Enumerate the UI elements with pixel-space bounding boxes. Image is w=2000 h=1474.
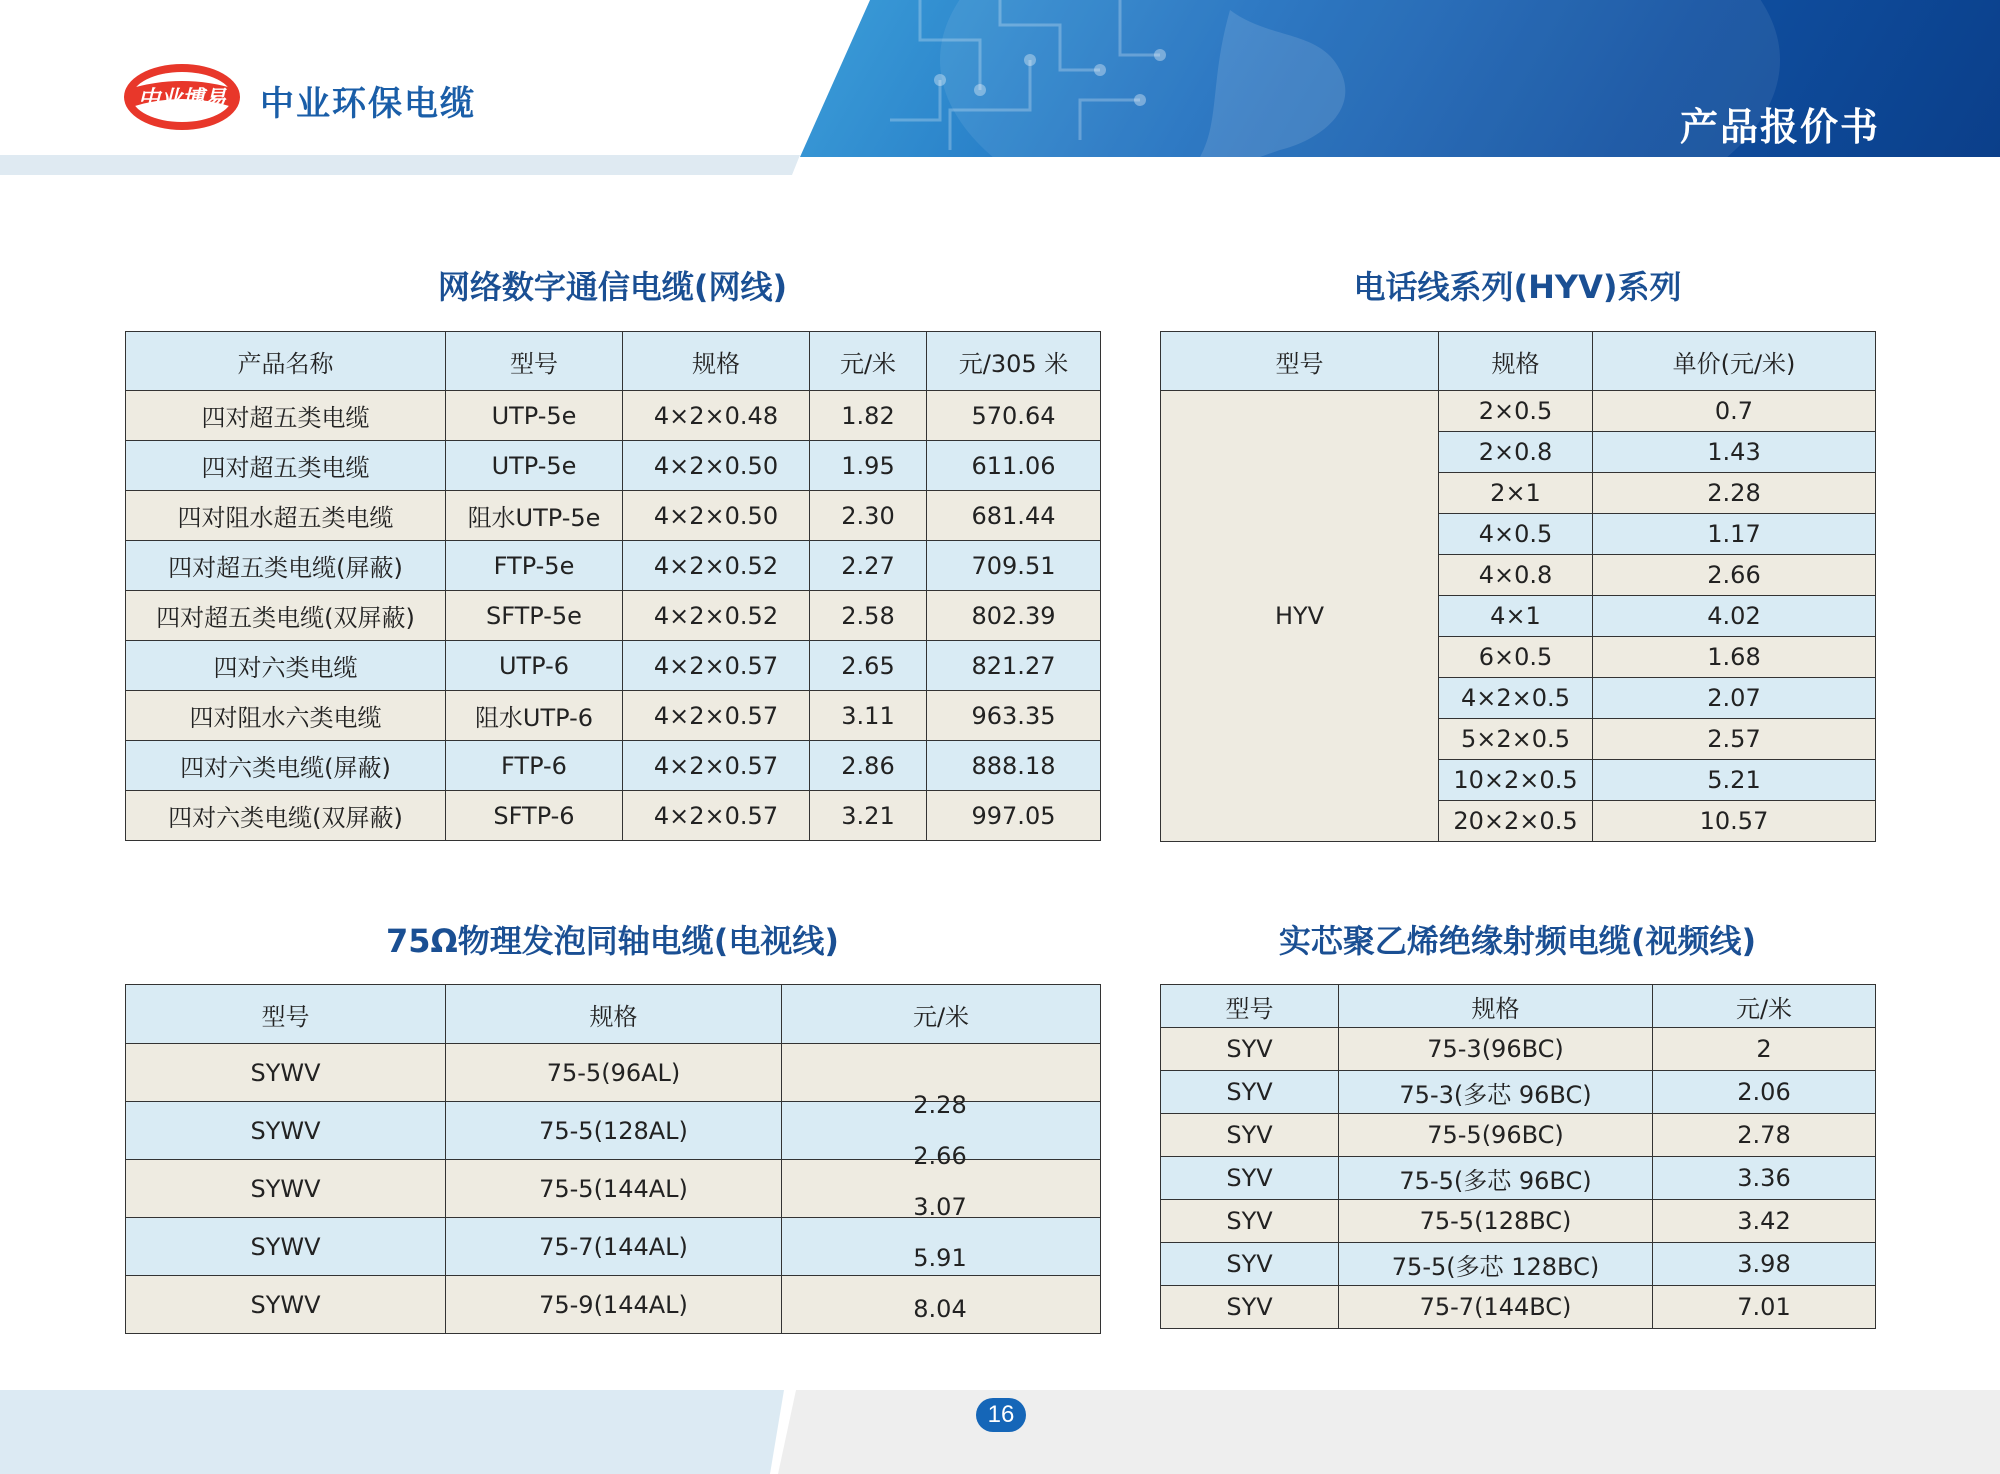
cell-spec: 75-9(144AL) [446, 1276, 782, 1334]
cell-product: 四对超五类电缆(屏蔽) [126, 541, 446, 591]
cell-spec: 2×0.8 [1439, 432, 1593, 473]
table-header-row [1161, 332, 1876, 391]
table-row [126, 491, 1101, 541]
cell-spec: 4×0.5 [1439, 514, 1593, 555]
cell-model: SYWV [126, 1102, 446, 1160]
coax-price-label: 2.66 [913, 1142, 967, 1170]
cell-model: SYV [1161, 1243, 1339, 1286]
cell-spec: 4×2×0.5 [1439, 678, 1593, 719]
cell-price: 1.43 [1593, 432, 1876, 473]
cell-price-305: 570.64 [927, 391, 1101, 441]
cell-product: 四对超五类电缆(双屏蔽) [126, 591, 446, 641]
table-row [126, 391, 1101, 441]
cell-model: UTP-5e [446, 391, 623, 441]
cell-model: SYWV [126, 1160, 446, 1218]
table-row [126, 791, 1101, 841]
cell-spec: 75-5(144AL) [446, 1160, 782, 1218]
cell-price: 2.27 [810, 541, 927, 591]
cell-spec: 75-5(128AL) [446, 1102, 782, 1160]
cell-price: 2.06 [1653, 1071, 1876, 1114]
coax-cable-title: 75Ω物理发泡同轴电缆(电视线) [386, 922, 839, 960]
cell-model: SFTP-5e [446, 591, 623, 641]
cell-price: 0.7 [1593, 391, 1876, 432]
cell-spec: 10×2×0.5 [1439, 760, 1593, 801]
cell-price: 2.28 [1593, 473, 1876, 514]
cell-price: 4.02 [1593, 596, 1876, 637]
cell-model: SYWV [126, 1044, 446, 1102]
cell-product: 四对阻水超五类电缆 [126, 491, 446, 541]
cell-spec: 4×2×0.52 [623, 591, 810, 641]
cell-model: 阻水UTP-5e [446, 491, 623, 541]
coax-price-label: 5.91 [913, 1244, 967, 1272]
table-row [1161, 1200, 1876, 1243]
header-price-per-meter: 元/米 [1653, 985, 1876, 1028]
cell-spec: 4×0.8 [1439, 555, 1593, 596]
coax-price-label: 3.07 [913, 1193, 967, 1221]
cell-spec: 2×1 [1439, 473, 1593, 514]
table-header-row [126, 332, 1101, 391]
cell-spec: 20×2×0.5 [1439, 801, 1593, 842]
cell-price-305: 963.35 [927, 691, 1101, 741]
coax-price-label: 8.04 [913, 1295, 967, 1323]
header-price-per-meter: 元/米 [810, 332, 927, 391]
cell-spec: 4×2×0.50 [623, 441, 810, 491]
video-cable-title: 实芯聚乙烯绝缘射频电缆(视频线) [1278, 922, 1757, 960]
page-number-badge: 16 [976, 1398, 1026, 1432]
cell-spec: 75-5(96BC) [1339, 1114, 1653, 1157]
cell-price: 3.42 [1653, 1200, 1876, 1243]
table-row [126, 691, 1101, 741]
cell-product: 四对六类电缆(屏蔽) [126, 741, 446, 791]
table-row [1161, 1028, 1876, 1071]
cell-price: 10.57 [1593, 801, 1876, 842]
cell-price-305: 611.06 [927, 441, 1101, 491]
table-row [1161, 391, 1876, 432]
table-row [126, 741, 1101, 791]
cell-spec: 4×1 [1439, 596, 1593, 637]
cell-price: 3.11 [810, 691, 927, 741]
cell-price-305: 709.51 [927, 541, 1101, 591]
header-model: 型号 [126, 985, 446, 1044]
header-unit-price: 单价(元/米) [1593, 332, 1876, 391]
cell-spec: 4×2×0.57 [623, 791, 810, 841]
cell-product: 四对六类电缆 [126, 641, 446, 691]
cell-price: 2.57 [1593, 719, 1876, 760]
footer-gray-panel [770, 1390, 2000, 1474]
cell-price-305: 997.05 [927, 791, 1101, 841]
cell-model: UTP-5e [446, 441, 623, 491]
page-header [0, 0, 2000, 175]
cell-price-305: 888.18 [927, 741, 1101, 791]
table-row [126, 591, 1101, 641]
table-header-row [126, 985, 1101, 1044]
cell-spec: 4×2×0.50 [623, 491, 810, 541]
table-header-row [1161, 985, 1876, 1028]
header-spec: 规格 [1439, 332, 1593, 391]
cell-model: SYV [1161, 1114, 1339, 1157]
cell-model: FTP-5e [446, 541, 623, 591]
header-accent-band [0, 155, 800, 175]
cell-product: 四对超五类电缆 [126, 441, 446, 491]
table-row [1161, 1157, 1876, 1200]
cell-price: 7.01 [1653, 1286, 1876, 1329]
header-price-per-305m: 元/305 米 [927, 332, 1101, 391]
cell-spec: 75-5(多芯 128BC) [1339, 1243, 1653, 1286]
cell-model: SYV [1161, 1286, 1339, 1329]
cell-model: SYV [1161, 1028, 1339, 1071]
table-row [1161, 1114, 1876, 1157]
cell-spec: 5×2×0.5 [1439, 719, 1593, 760]
cell-price: 2 [1653, 1028, 1876, 1071]
cell-price: 3.98 [1653, 1243, 1876, 1286]
table-row [1161, 1243, 1876, 1286]
cell-model: SYV [1161, 1157, 1339, 1200]
cell-spec: 4×2×0.52 [623, 541, 810, 591]
table-row [1161, 1071, 1876, 1114]
cell-price-305: 681.44 [927, 491, 1101, 541]
cell-spec: 75-7(144AL) [446, 1218, 782, 1276]
header-model: 型号 [1161, 985, 1339, 1028]
header-spec: 规格 [1339, 985, 1653, 1028]
cell-price: 2.78 [1653, 1114, 1876, 1157]
cell-product: 四对阻水六类电缆 [126, 691, 446, 741]
phone-cable-table [1160, 331, 1876, 842]
cell-price: 1.68 [1593, 637, 1876, 678]
table-row [126, 441, 1101, 491]
cell-spec: 4×2×0.57 [623, 741, 810, 791]
header-spec: 规格 [446, 985, 782, 1044]
video-cable-table [1160, 984, 1876, 1329]
cell-spec: 75-5(128BC) [1339, 1200, 1653, 1243]
cell-model: SYWV [126, 1218, 446, 1276]
cell-price-305: 821.27 [927, 641, 1101, 691]
network-cable-title: 网络数字通信电缆(网线) [437, 268, 788, 306]
brand-name: 中业环保电缆 [260, 84, 476, 124]
cell-spec: 2×0.5 [1439, 391, 1593, 432]
phone-cable-title: 电话线系列(HYV)系列 [1353, 268, 1682, 306]
cell-spec: 75-7(144BC) [1339, 1286, 1653, 1329]
header-model: 型号 [446, 332, 623, 391]
cell-product: 四对超五类电缆 [126, 391, 446, 441]
header-model: 型号 [1161, 332, 1439, 391]
cell-price: 2.58 [810, 591, 927, 641]
table-row [1161, 1286, 1876, 1329]
page-title: 产品报价书 [1679, 105, 1880, 149]
cell-spec: 75-5(96AL) [446, 1044, 782, 1102]
header-price-per-meter: 元/米 [782, 985, 1101, 1044]
cell-price: 2.65 [810, 641, 927, 691]
cell-model: SYWV [126, 1276, 446, 1334]
cell-spec: 75-3(96BC) [1339, 1028, 1653, 1071]
cell-price: 3.21 [810, 791, 927, 841]
cell-spec: 4×2×0.48 [623, 391, 810, 441]
cell-spec: 4×2×0.57 [623, 641, 810, 691]
cell-spec: 6×0.5 [1439, 637, 1593, 678]
cell-price: 2.86 [810, 741, 927, 791]
cell-spec: 75-5(多芯 96BC) [1339, 1157, 1653, 1200]
network-cable-table [125, 331, 1101, 841]
cell-price: 3.36 [1653, 1157, 1876, 1200]
cell-price: 1.82 [810, 391, 927, 441]
cell-model: SYV [1161, 1071, 1339, 1114]
company-logo [122, 62, 242, 132]
cell-model: FTP-6 [446, 741, 623, 791]
header-product-name: 产品名称 [126, 332, 446, 391]
cell-price: 1.95 [810, 441, 927, 491]
cell-price-305: 802.39 [927, 591, 1101, 641]
cell-spec: 4×2×0.57 [623, 691, 810, 741]
cell-price: 2.30 [810, 491, 927, 541]
cell-price: 2.07 [1593, 678, 1876, 719]
svg-text:中业博易: 中业博易 [137, 87, 227, 112]
cell-model: SFTP-6 [446, 791, 623, 841]
cell-model: SYV [1161, 1200, 1339, 1243]
cell-price: 1.17 [1593, 514, 1876, 555]
cell-price: 5.21 [1593, 760, 1876, 801]
cell-spec: 75-3(多芯 96BC) [1339, 1071, 1653, 1114]
cell-model: 阻水UTP-6 [446, 691, 623, 741]
coax-price-label: 2.28 [913, 1091, 967, 1119]
cell-price: 2.66 [1593, 555, 1876, 596]
table-row [126, 641, 1101, 691]
cell-product: 四对六类电缆(双屏蔽) [126, 791, 446, 841]
header-spec: 规格 [623, 332, 810, 391]
cell-model-hyv: HYV [1161, 391, 1439, 842]
cell-model: UTP-6 [446, 641, 623, 691]
table-row [126, 541, 1101, 591]
